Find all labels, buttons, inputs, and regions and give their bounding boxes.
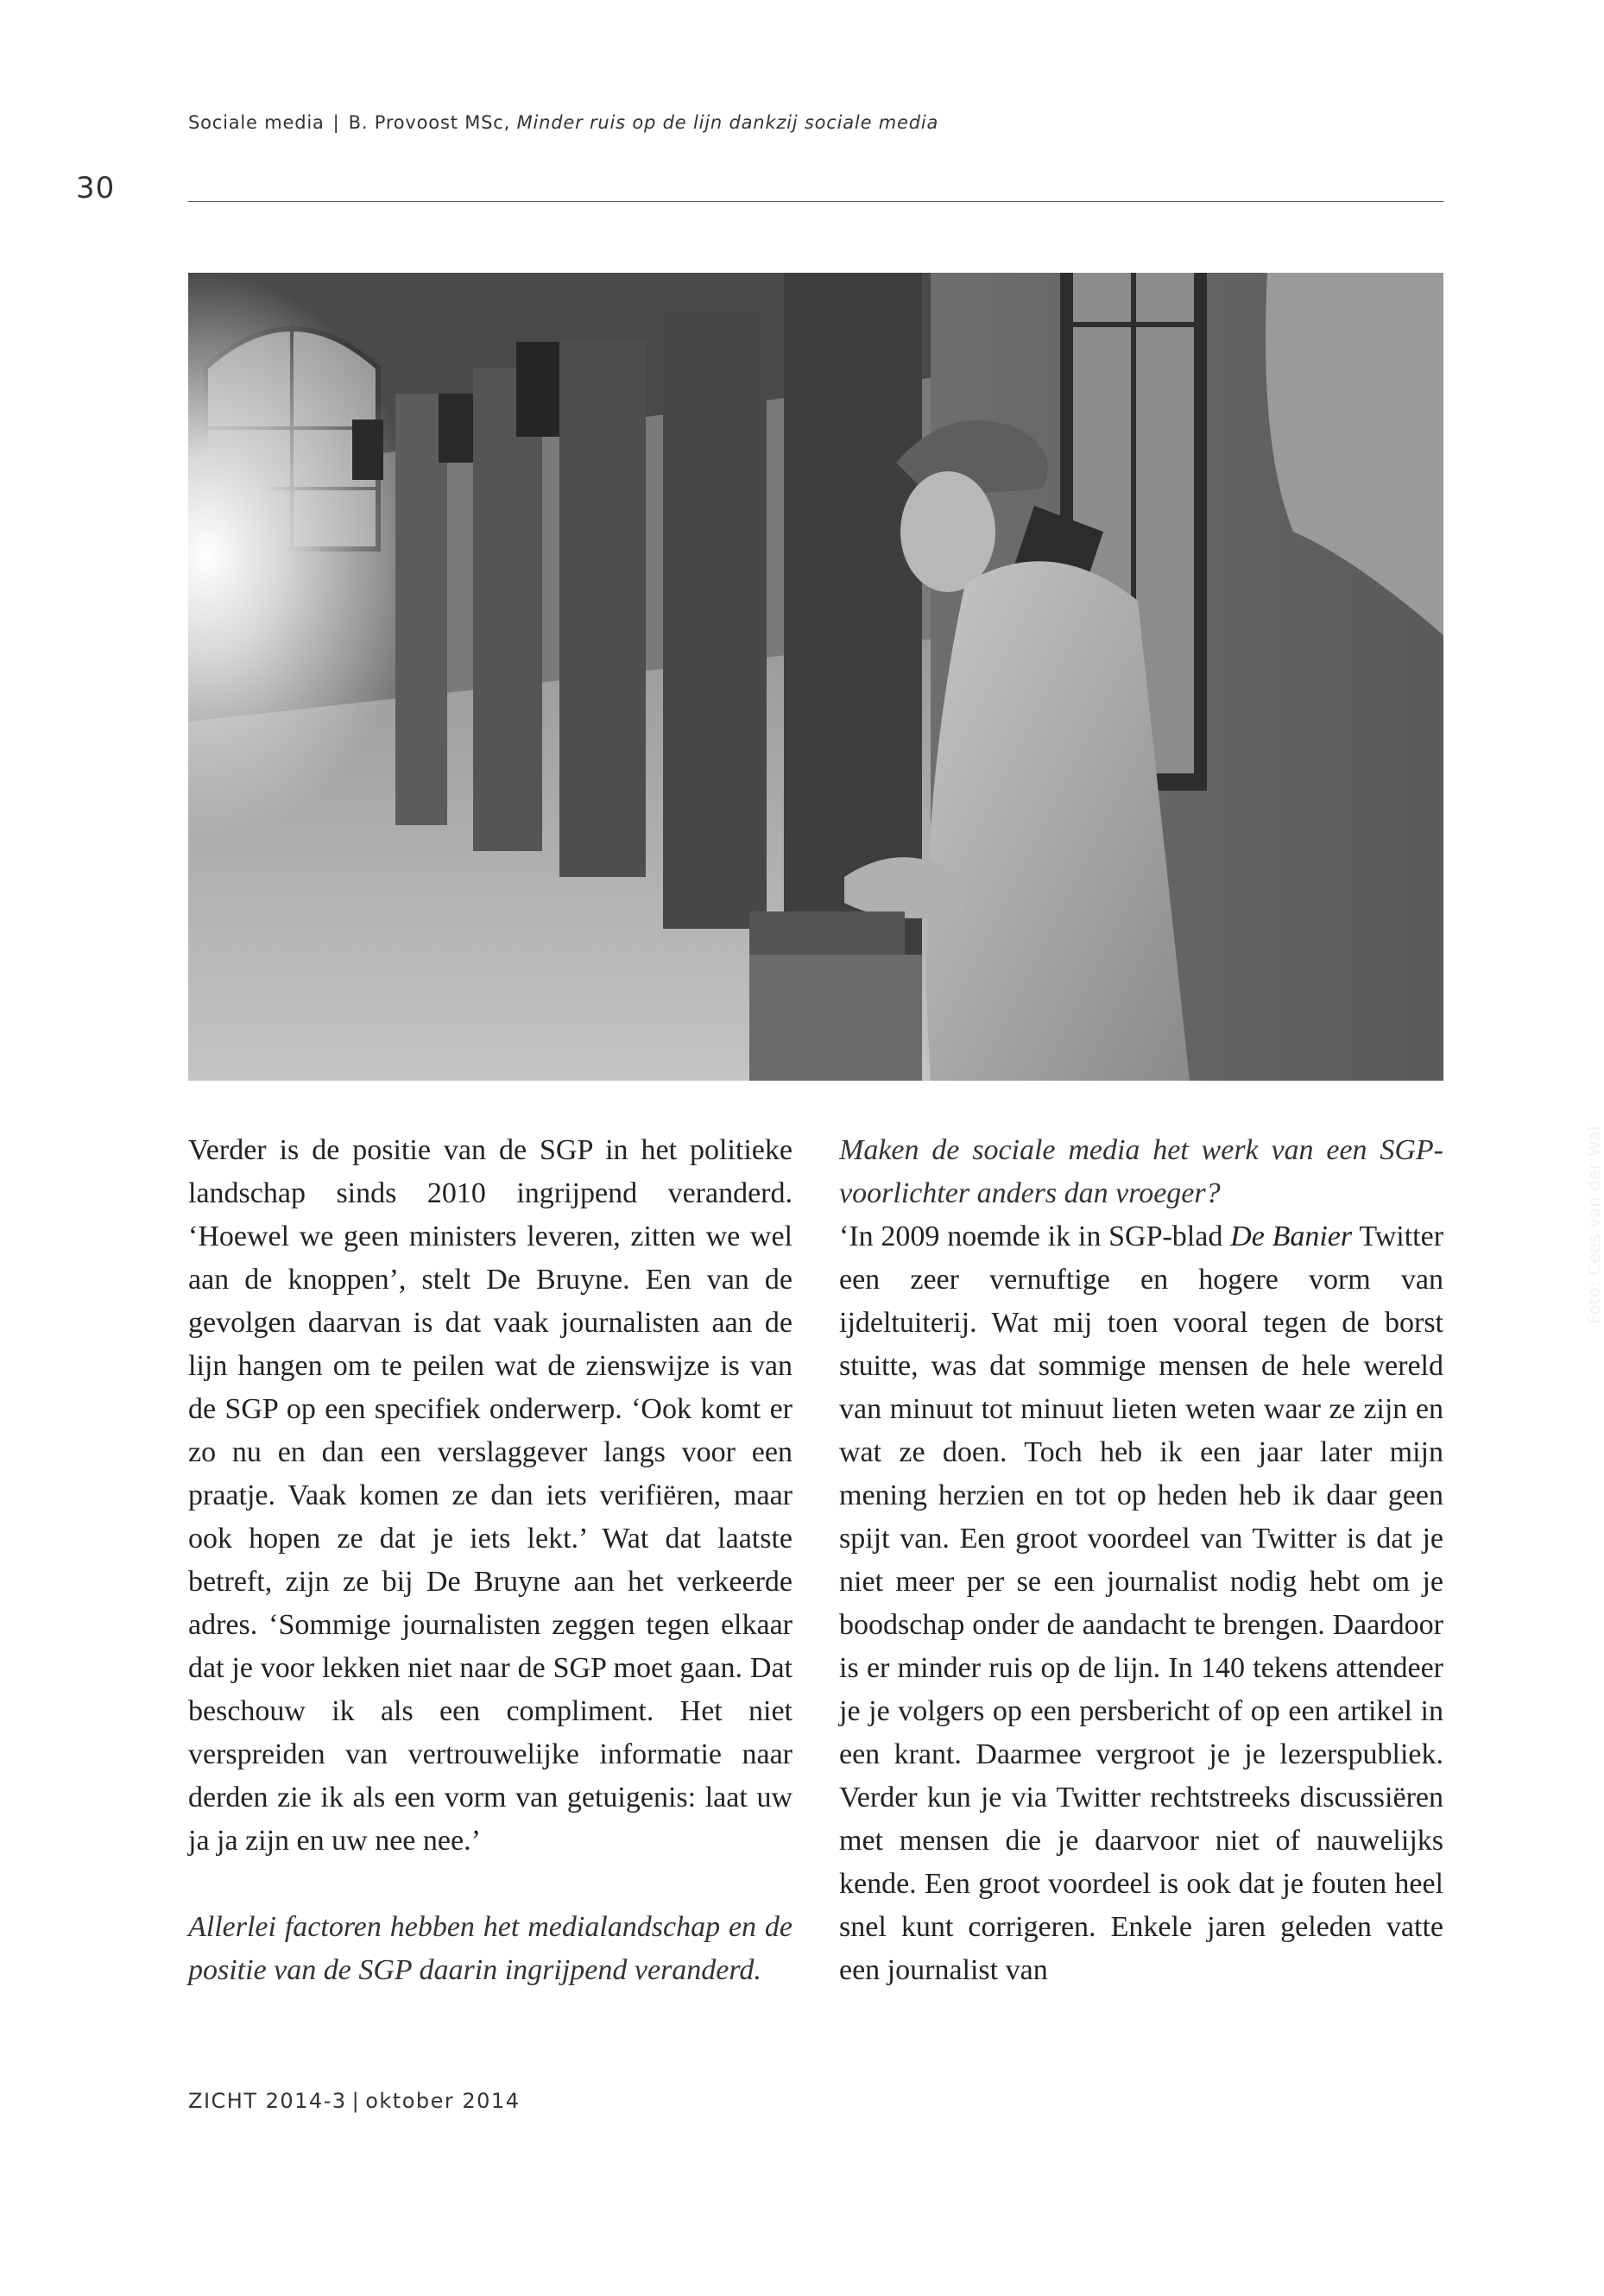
photo-credit: Foto: Cees van der Wal: [1585, 1125, 1604, 1324]
running-header: [188, 112, 938, 133]
answer-rest: Twitter een zeer vernuftige en hogere vorm van ijdeltuiterij. Wat mij toen vooral tegen de borst stuitte, was dat sommige mensen de hele wereld van minuut tot minuut lieten weten waar ze zijn en wat ze doen. Toch heb ik een jaar later mijn mening herzien en tot op heden heb ik daar geen spijt van. Een groot voordeel van Twitter is dat je niet meer per se een journalist nodig hebt om je boodschap onder de aandacht te brengen. Daardoor is er minder ruis op de lijn. In 140 tekens attendeer je je volgers op een persbericht of op een artikel in een krant. Daarmee vergroot je je lezerspubliek. Verder kun je via Twitter rechtstreeks discussiëren met mensen die je daarvoor niet of nauwelijks kende. Een groot voordeel is ook dat je fouten heel snel kunt corrigeren. Enkele jaren geleden vatte een journalist van: [839, 1221, 1444, 1986]
header-author: B. Provoost MSc,: [348, 112, 511, 133]
header-rule: [188, 201, 1443, 202]
publication-name: De Banier: [1230, 1221, 1353, 1252]
answer-start: ‘In 2009 noemde ik in SGP-blad: [839, 1221, 1223, 1252]
header-article-title: Minder ruis op de lijn dankzij sociale media: [516, 112, 939, 133]
interview-question-right: Maken de sociale media het werk van een SGP-voorlichter anders dan vroeger?: [839, 1134, 1443, 1209]
answer-paragraph: [839, 1215, 1443, 1992]
footer-divider: |: [351, 2089, 361, 2113]
page-number: 30: [76, 171, 116, 205]
page-footer: [188, 2089, 520, 2113]
right-column: [839, 1129, 1443, 1992]
left-column: [188, 1129, 793, 1992]
header-section: Sociale media: [188, 112, 325, 133]
left-paragraph: Verder is de positie van de SGP in het politieke landschap sinds 2010 ingrijpend veranderd. ‘Hoewel we geen ministers leveren, zitten we wel aan de knoppen’, stelt De Bruyne. Een van de gevolgen daarvan is dat vaak journalisten aan de lijn hangen om te peilen wat de zienswijze is van de SGP op een specifiek onderwerp. ‘Ook komt er zo nu en dan een verslaggever langs voor een praatje. Vaak komen ze dan iets verifiëren, maar ook hopen ze dat je iets lekt.’ Wat dat laatste betreft, zijn ze bij De Bruyne aan het verkeerde adres. ‘Sommige journalisten zeggen tegen elkaar dat je voor lekken niet naar de SGP moet gaan. Dat beschouw ik als een compliment. Het niet verspreiden van vertrouwelijke informatie naar derden zie ik als een vorm van getuigenis: laat uw ja ja zijn en uw nee nee.’: [188, 1134, 793, 1857]
interview-question-left: Allerlei factoren hebben het medialandschap en de positie van de SGP daarin ingrijpend veranderd.: [188, 1911, 793, 1986]
footer-date: oktober 2014: [365, 2089, 521, 2113]
footer-magazine: ZICHT 2014-3: [188, 2089, 347, 2113]
photo-illustration: [188, 273, 1443, 1081]
header-divider: |: [332, 112, 340, 133]
